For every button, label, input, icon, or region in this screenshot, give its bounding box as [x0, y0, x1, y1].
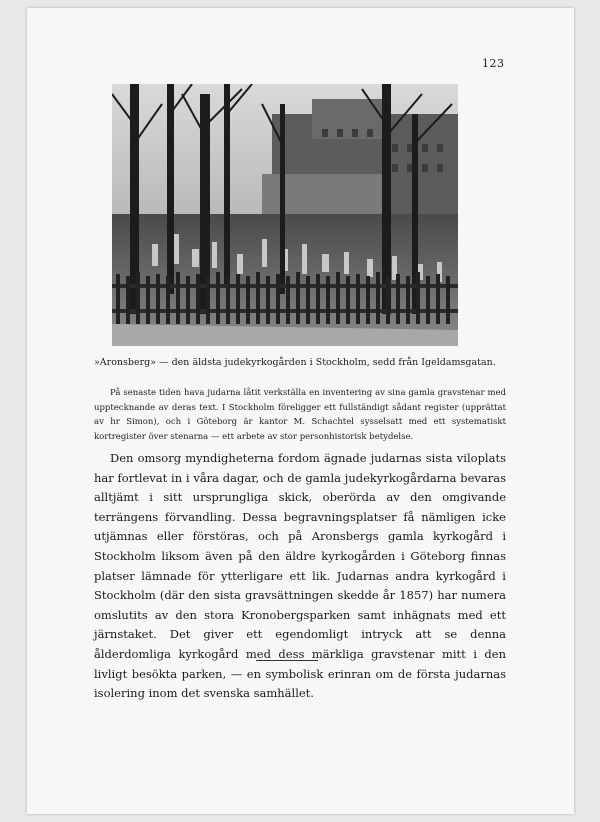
section-divider — [256, 660, 318, 661]
page-number: 123 — [482, 57, 505, 70]
footnote-text: På senaste tiden hava judarna låtit verkställa en inventering av sina gamla gravstenar med upptecknande av deras text. I Stockholm föreligger ett fullständigt sådant register (upprättat av hr Simon), och i Göteborg är kantor M. Schachtel sysselsatt med ett systematiskt kortregister över stenarna — ett arbete av stor personhistorisk betydelse. — [94, 388, 506, 442]
cemetery-photograph — [112, 84, 458, 346]
cemetery-photo-illustration — [112, 84, 458, 346]
photo-caption: »Aronsberg» — den äldsta judekyrkogården i Stockholm, sedd från Igeldamsgatan. — [94, 357, 496, 368]
body-paragraph — [94, 449, 506, 704]
body-text: Den omsorg myndigheterna fordom ägnade judarnas sista viloplats har fortlevat in i våra dagar, och de gamla judekyrkogårdarna bevaras alltjämt i sitt ursprungliga skick, oberörda av den omgivande terrängens förvandling. Dessa begravningsplatser få nämligen icke utjämnas eller förstöras, och på Aronsbergs gamla kyrkogård i Stockholm liksom även på den äldre kyrkogården i Göteborg finnas platser lämnade för ytterligare ett lik. Judarnas andra kyrkogård i Stockholm (där den sista gravsättningen skedde år 1857) har numera omslutits av den stora Kronobergsparken samt inhägnats med ett järnstaket. Det giver ett egendomligt intryck att se denna ålderdomliga kyrkogård med dess märkliga gravstenar mitt i den livligt besökta parken, — en symbolisk erinran om de första judarnas isolering inom det svenska samhället. — [94, 451, 506, 701]
footnote-paragraph — [94, 386, 506, 444]
